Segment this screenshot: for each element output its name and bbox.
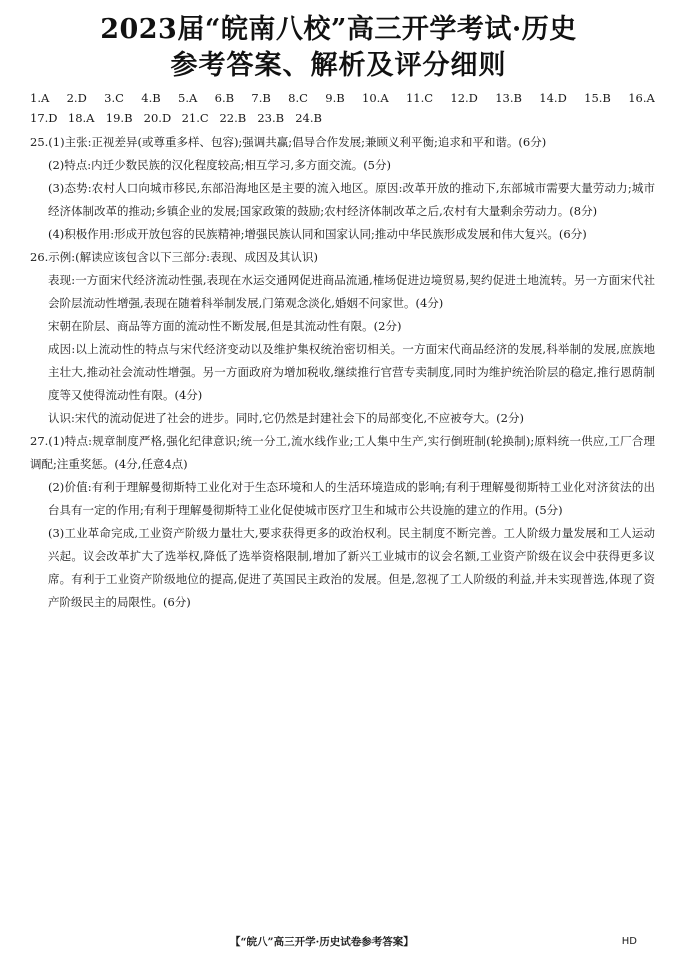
q27-part1: 27.(1)特点:规章制度严格,强化纪律意识;统一分工,流水线作业;工人集中生产,实行倒班制(轮换制);原料统一供应,工厂合理调配;注重奖惩。(4分,任意4点) — [30, 434, 655, 471]
footer-code: HD — [621, 936, 637, 947]
answer-item: 4.B — [141, 91, 161, 105]
essay-answers — [30, 131, 655, 614]
answer-item: 2.D — [66, 91, 87, 105]
answer-item: 14.D — [539, 91, 567, 105]
answer-item: 19.B — [105, 111, 133, 125]
answer-item: 13.B — [495, 91, 522, 105]
answer-item: 17.D — [30, 111, 58, 125]
answer-item: 24.B — [295, 111, 322, 125]
answer-item: 18.A — [67, 111, 95, 125]
answer-item: 5.A — [178, 91, 198, 105]
q25-part1: 25.(1)主张:正视差异(或尊重多样、包容);强调共赢;倡导合作发展;兼顾义利平衡;追求和平和谐。(6分) — [30, 135, 547, 149]
answer-item: 6.B — [214, 91, 235, 105]
footer-title: 【“皖八”高三开学·历史试卷参考答案】 — [230, 936, 414, 948]
q25-part3: (3)态势:农村人口向城市移民,东部沿海地区是主要的流入地区。原因:改革开放的推动下,东部城市需要大量劳动力;城市经济体制改革的推动;乡镇企业的发展;国家政策的鼓励;农村经济体制改革之后,农村有大量剩余劳动力。(8分) — [48, 181, 655, 218]
answer-item: 10.A — [362, 91, 389, 105]
answer-item: 7.B — [251, 91, 271, 105]
q26-causes: 成因:以上流动性的特点与宋代经济变动以及维护集权统治密切相关。一方面宋代商品经济的发展,科举制的发展,庶族地主壮大,推动社会流动性增强。另一方面政府为增加税收,继续推行官营专卖制度,同时为维护统治阶层的稳定,推行恩荫制度等又使得流动性有限。(4分) — [48, 342, 655, 402]
q26-summary: 宋朝在阶层、商品等方面的流动性不断发展,但是其流动性有限。(2分) — [48, 319, 402, 333]
document-subtitle: 参考答案、解析及评分细则 — [170, 50, 507, 81]
answer-row-1 — [30, 88, 655, 108]
answer-item: 23.B — [257, 111, 285, 125]
question-25 — [30, 131, 655, 246]
answer-item: 3.C — [104, 91, 124, 105]
q26-understanding: 认识:宋代的流动促进了社会的进步。同时,它仍然是封建社会下的局部变化,不应被夸大。(2分) — [48, 411, 524, 425]
question-27 — [30, 430, 655, 614]
q25-part4: (4)积极作用:形成开放包容的民族精神;增强民族认同和国家认同;推动中华民族形成发展和伟大复兴。(6分) — [48, 227, 587, 241]
answer-item: 9.B — [325, 91, 345, 105]
question-26 — [30, 246, 655, 430]
answer-item: 1.A — [30, 91, 50, 105]
exam-title: 2023届“皖南八校”高三开学考试·历史 — [100, 14, 577, 45]
answer-item: 22.B — [219, 111, 247, 125]
answer-item: 21.C — [181, 111, 209, 125]
answer-item: 16.A — [628, 91, 655, 105]
answer-item: 20.D — [143, 111, 172, 125]
q26-manifestation: 表现:一方面宋代经济流动性强,表现在水运交通网促进商品流通,榷场促进边境贸易,契约促进土地流转。另一方面宋代社会阶层流动性增强,表现在随着科举制发展,门第观念淡化,婚姻不问家世。(4分) — [48, 273, 655, 310]
answer-item: 15.B — [584, 91, 611, 105]
answer-item: 11.C — [405, 91, 434, 105]
q25-part2: (2)特点:内迁少数民族的汉化程度较高;相互学习,多方面交流。(5分) — [48, 158, 391, 172]
answer-item: 12.D — [450, 91, 478, 105]
answer-item: 8.C — [288, 91, 308, 105]
q27-part2: (2)价值:有利于理解曼彻斯特工业化对于生态环境和人的生活环境造成的影响;有利于理解曼彻斯特工业化对济贫法的出台具有一定的作用;有利于理解曼彻斯特工业化促使城市医疗卫生和城市公共设施的建立的作用。(5分) — [48, 480, 655, 517]
q26-intro: 26.示例:(解读应该包含以下三部分:表现、成因及其认识) — [30, 250, 319, 264]
multiple-choice-answers — [30, 88, 655, 128]
answer-row-2 — [30, 108, 655, 128]
q27-part3: (3)工业革命完成,工业资产阶级力量壮大,要求获得更多的政治权利。民主制度不断完善。工人阶级力量发展和工人运动兴起。议会改革扩大了选举权,降低了选举资格限制,增加了新兴工业城市的议会名额,工业资产阶级在议会中获得更多议席。有利于工业资产阶级地位的提高,促进了英国民主政治的发展。但是,忽视了工人阶级的利益,并未实现普选,体现了资产阶级民主的局限性。(6分) — [48, 526, 655, 609]
